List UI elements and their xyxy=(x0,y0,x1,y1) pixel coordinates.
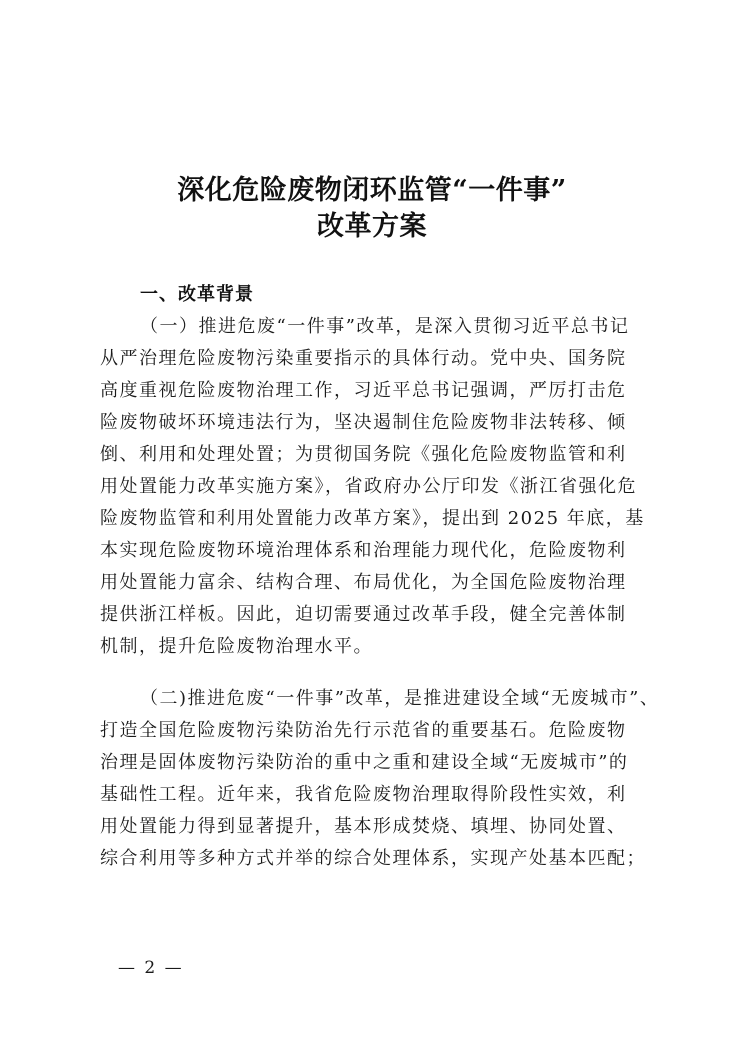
paragraph-1-line: 险废物监管和利用处置能力改革方案》，提出到 2025 年底，基 xyxy=(100,508,645,529)
document-title-line-2: 改革方案 xyxy=(317,211,427,242)
document-title-line-1: 深化危险废物闭环监管“一件事” xyxy=(177,175,567,206)
paragraph-1-line: 用处置能力富余、结构合理、布局优化，为全国危险废物治理 xyxy=(100,572,627,593)
paragraph-1-line: （一）推进危废“一件事”改革，是深入贯彻习近平总书记 xyxy=(140,316,630,337)
paragraph-1-line: 本实现危险废物环境治理体系和治理能力现代化，危险废物利 xyxy=(100,540,627,561)
paragraph-2-line: 打造全国危险废物污染防治先行示范省的重要基石。危险废物 xyxy=(100,720,627,741)
paragraph-2-line: 治理是固体废物污染防治的重中之重和建设全域“无废城市”的 xyxy=(100,752,629,773)
page-number: — 2 — xyxy=(118,958,184,978)
paragraph-1-line: 倒、利用和处理处置；为贯彻国务院《强化危险废物监管和利 xyxy=(100,444,627,465)
paragraph-1-line: 用处置能力改革实施方案》，省政府办公厅印发《浙江省强化危 xyxy=(100,476,637,497)
paragraph-1-line: 高度重视危险废物治理工作，习近平总书记强调，严厉打击危 xyxy=(100,380,627,401)
paragraph-2-line: 用处置能力得到显著提升，基本形成焚烧、填埋、协同处置、 xyxy=(100,816,627,837)
paragraph-1-line: 从严治理危险废物污染重要指示的具体行动。党中央、国务院 xyxy=(100,348,627,369)
paragraph-2-line: （二)推进危废“一件事”改革，是推进建设全域“无废城市”、 xyxy=(140,688,660,709)
paragraph-1-line: 提供浙江样板。因此，迫切需要通过改革手段，健全完善体制 xyxy=(100,604,627,625)
paragraph-1-line: 险废物破坏环境违法行为，坚决遏制住危险废物非法转移、倾 xyxy=(100,412,627,433)
paragraph-1-line: 机制，提升危险废物治理水平。 xyxy=(100,636,373,657)
paragraph-2-line: 综合利用等多种方式并举的综合处理体系，实现产处基本匹配； xyxy=(100,848,646,869)
section-heading: 一、改革背景 xyxy=(140,284,254,305)
paragraph-2-line: 基础性工程。近年来，我省危险废物治理取得阶段性实效，利 xyxy=(100,784,627,805)
